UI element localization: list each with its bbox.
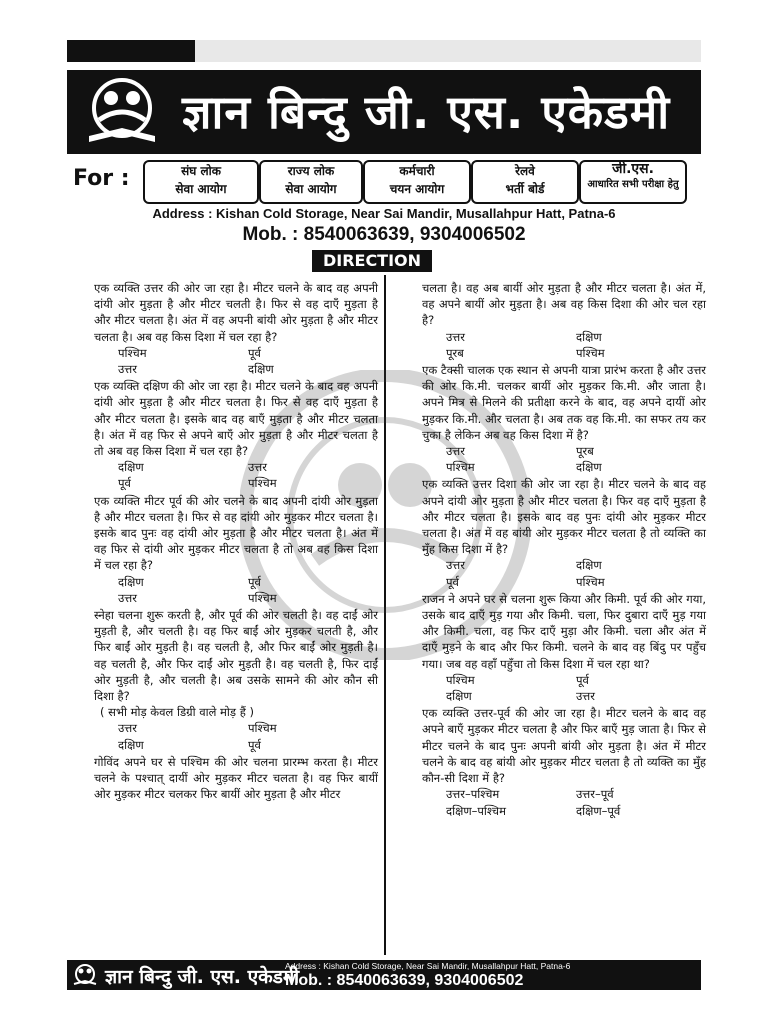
option[interactable]: उत्तर bbox=[446, 329, 465, 344]
answer-options bbox=[422, 329, 706, 361]
question-text: चलता है। वह अब बायीं ओर मुड़ता है और मीटर चलता है। अंत में, वह अपने बायीं ओर मुड़ता है। अब वह किस दिशा की ओर चल रहा है? bbox=[422, 281, 706, 328]
option[interactable]: पश्चिम bbox=[446, 460, 475, 475]
question-note: ( सभी मोड़ केवल डिग्री वाले मोड़ हैं ) bbox=[100, 705, 254, 720]
footer-mobile: Mob. : 8540063639, 9304006502 bbox=[285, 972, 524, 989]
answer-options bbox=[94, 720, 378, 752]
option[interactable]: दक्षिण bbox=[576, 329, 602, 344]
option[interactable]: दक्षिण bbox=[576, 460, 602, 475]
answer-options bbox=[422, 672, 706, 704]
exam-line1: राज्य लोक bbox=[287, 164, 335, 178]
option[interactable]: पूर्व bbox=[248, 737, 261, 752]
left-column bbox=[94, 280, 378, 803]
option[interactable]: दक्षिण bbox=[576, 558, 602, 573]
option[interactable]: दक्षिण–पश्चिम bbox=[446, 803, 506, 818]
option[interactable]: पूर्व bbox=[248, 345, 261, 360]
option[interactable]: उत्तर–पूर्व bbox=[576, 787, 614, 802]
question-text: राजन ने अपने घर से चलना शुरू किया और किमी. पूर्व की ओर गया, उसके बाद दाएँ मुड़ गया और किमी. चला, फिर दुबारा दाएँ मुड़ गया और किमी. चला, वह फिर दाएँ मुड़ा और किमी. चला और अंत में दाएँ मुड़ने के बाद और फिर किमी. चलने के बाद वह बिंदु पर पहुँच गया। जब वह वहाँ पहुँचा तो किस दिशा में चल रहा था? bbox=[422, 591, 706, 671]
option[interactable]: पूर्व bbox=[248, 574, 261, 589]
academy-logo-icon bbox=[79, 76, 165, 148]
option[interactable]: उत्तर bbox=[118, 721, 137, 736]
option[interactable]: पश्चिम bbox=[248, 590, 277, 605]
footer-address: Address : Kishan Cold Storage, Near Sai Mandir, Musallahpur Hatt, Patna-6 bbox=[285, 961, 571, 971]
answer-options bbox=[422, 557, 706, 589]
exam-ssc bbox=[363, 160, 471, 204]
option[interactable]: पूरब bbox=[446, 345, 464, 360]
option[interactable]: पश्चिम bbox=[576, 345, 605, 360]
question-text: स्नेहा चलना शुरू करती है, और पूर्व की ओर चलती है। वह दाईं ओर मुड़ती है, और चलती है। वह फिर बाईं ओर मुड़कर चलती है, और फिर बाईं ओर मुड़ती है। वह चलती है, और फिर बाईं ओर मुड़ती है। वह चलती है, और फिर दाईं ओर मुड़ती है। वह चलती है, फिर दाईं ओर मुड़ती है, और चलती है। अब उसके सामने की ओर कौन सी दिशा है? bbox=[94, 608, 378, 704]
footer-block bbox=[672, 966, 698, 986]
option[interactable]: उत्तर bbox=[576, 689, 595, 704]
exam-line2: आधारित सभी परीक्षा हेतु bbox=[587, 179, 679, 190]
section-title: DIRECTION bbox=[312, 250, 432, 272]
header-banner bbox=[67, 70, 701, 154]
exam-line2: भर्ती बोर्ड bbox=[505, 182, 545, 196]
answer-options bbox=[94, 459, 378, 491]
footer-title: ज्ञान बिन्दु जी. एस. एकेडमी bbox=[105, 966, 300, 988]
for-label: For : bbox=[73, 166, 130, 191]
option[interactable]: दक्षिण bbox=[248, 362, 274, 377]
question-text: एक व्यक्ति उत्तर दिशा की ओर जा रहा है। मीटर चलने के बाद वह अपने दांयी ओर मुड़ता है और मीटर चलता है। फिर वह दाएँ मुड़ता है और मीटर चलता है। इसके बाद वह पुनः दांयी ओर मुड़कर मीटर चलता है। अंत में वह बांयी ओर मुड़कर मीटर चलता है तो व्यक्ति का मुँह किस दिशा में है? bbox=[422, 477, 706, 557]
option[interactable]: दक्षिण bbox=[446, 689, 472, 704]
exam-line2: सेवा आयोग bbox=[175, 182, 227, 196]
option[interactable]: पश्चिम bbox=[446, 672, 475, 687]
option[interactable]: पूरब bbox=[576, 444, 594, 459]
exam-upsc bbox=[143, 160, 259, 204]
option[interactable]: पूर्व bbox=[446, 574, 459, 589]
option[interactable]: उत्तर bbox=[446, 558, 465, 573]
option[interactable]: उत्तर bbox=[446, 444, 465, 459]
question-text: गोविंद अपने घर से पश्चिम की ओर चलना प्रारम्भ करता है। मीटर चलने के पश्चात् दायीं ओर मुड़कर मीटर चलता है। वह फिर बायीं ओर मुड़कर मीटर चलकर फिर बायीं ओर मुड़ता है और मीटर bbox=[94, 754, 378, 802]
answer-options bbox=[422, 443, 706, 475]
exam-line1: कर्मचारी bbox=[399, 164, 435, 178]
option[interactable]: पश्चिम bbox=[576, 574, 605, 589]
exam-gs bbox=[579, 160, 687, 204]
answer-options bbox=[94, 345, 378, 377]
exam-strip bbox=[67, 158, 701, 204]
question-text: एक टैक्सी चालक एक स्थान से अपनी यात्रा प्रारंभ करता है और उत्तर की ओर कि.मी. चलकर बायीं ओर मुड़कर कि.मी. और जाता है। अपने मित्र से मिलने की प्रतीक्षा करने के बाद, वह अपने दायीं ओर मुड़कर कि.मी. और चलता है। अब तक वह कि.मी. का सफर तय कर चुका है लेकिन अब वह किस दिशा में है? bbox=[422, 363, 706, 442]
top-bar-block bbox=[67, 40, 195, 62]
exam-railway bbox=[471, 160, 579, 204]
exam-line1: जी.एस. bbox=[612, 161, 654, 177]
option[interactable]: पूर्व bbox=[118, 476, 131, 491]
footer-bar bbox=[67, 960, 701, 990]
option[interactable]: पश्चिम bbox=[118, 345, 147, 360]
option[interactable]: उत्तर–पश्चिम bbox=[446, 787, 500, 802]
question-text: एक व्यक्ति दक्षिण की ओर जा रहा है। मीटर चलने के बाद वह अपनी दांयी ओर मुड़ता है और मीटर चलता है। फिर से वह दाएँ मुड़ता है और मीटर चलता है। इसके बाद वह बाएँ मुड़ता है और मीटर चलता है। अंत में वह फिर से अपने बाएँ ओर मुड़ता है और मीटर चलता है तो अब वह किस दिशा में चल रहा है? bbox=[94, 379, 378, 459]
option[interactable]: दक्षिण bbox=[118, 574, 144, 589]
exam-line2: चयन आयोग bbox=[389, 182, 445, 196]
answer-options bbox=[94, 574, 378, 606]
exam-line2: सेवा आयोग bbox=[285, 182, 337, 196]
option[interactable]: पश्चिम bbox=[248, 476, 277, 491]
answer-options bbox=[422, 786, 706, 818]
right-column bbox=[422, 280, 706, 820]
question-text: एक व्यक्ति उत्तर-पूर्व की ओर जा रहा है। मीटर चलने के बाद वह अपने बाएँ मुड़कर मीटर चलता है और फिर बाएँ मुड़ जाता है। फिर से मीटर चलने के बाद पुनः अपनी बांयी ओर मुड़ता है। अंत में मीटर चलने के बाद वह बांयी ओर मुड़कर मीटर चलता है तो व्यक्ति का मुँह कौन-सी दिशा में है? bbox=[422, 706, 706, 786]
exam-line1: संघ लोक bbox=[181, 164, 221, 178]
option[interactable]: दक्षिण bbox=[118, 460, 144, 475]
mobile-numbers: Mob. : 8540063639, 9304006502 bbox=[242, 224, 526, 245]
option[interactable]: उत्तर bbox=[118, 590, 137, 605]
exam-state-psc bbox=[259, 160, 363, 204]
option[interactable]: दक्षिण bbox=[118, 737, 144, 752]
academy-title: ज्ञान बिन्दु जी. एस. एकेडमी bbox=[182, 85, 671, 139]
exam-line1: रेलवे bbox=[515, 164, 535, 178]
option[interactable]: पश्चिम bbox=[248, 721, 277, 736]
option[interactable]: उत्तर bbox=[118, 362, 137, 377]
option[interactable]: पूर्व bbox=[576, 672, 589, 687]
footer-logo-icon bbox=[71, 963, 99, 987]
address: Address : Kishan Cold Storage, Near Sai Mandir, Musallahpur Hatt, Patna-6 bbox=[152, 206, 616, 221]
question-text: एक व्यक्ति मीटर पूर्व की ओर चलने के बाद अपनी दांयी ओर मुड़ता है और मीटर चलता है। फिर से वह दांयी ओर मुड़कर मीटर चलता है। इसके बाद पुनः वह दांयी ओर मुड़ता है और मीटर चलता है। अंत में वह फिर से दांयी ओर मुड़कर मीटर चलता है तो अब वह किस दिशा में चल रहा है? bbox=[94, 493, 378, 573]
question-text: एक व्यक्ति उत्तर की ओर जा रहा है। मीटर चलने के बाद वह अपनी दांयी ओर मुड़ता है और मीटर चलती है। फिर से वह दाएँ मुड़ता है और मीटर चलता है। अंत में वह अपनी बांयी ओर मुड़ता है और मीटर चलता है। अब वह किस दिशा में चल रहा है? bbox=[94, 281, 378, 344]
top-bar bbox=[67, 40, 701, 62]
option[interactable]: दक्षिण–पूर्व bbox=[576, 803, 621, 818]
option[interactable]: उत्तर bbox=[248, 460, 267, 475]
